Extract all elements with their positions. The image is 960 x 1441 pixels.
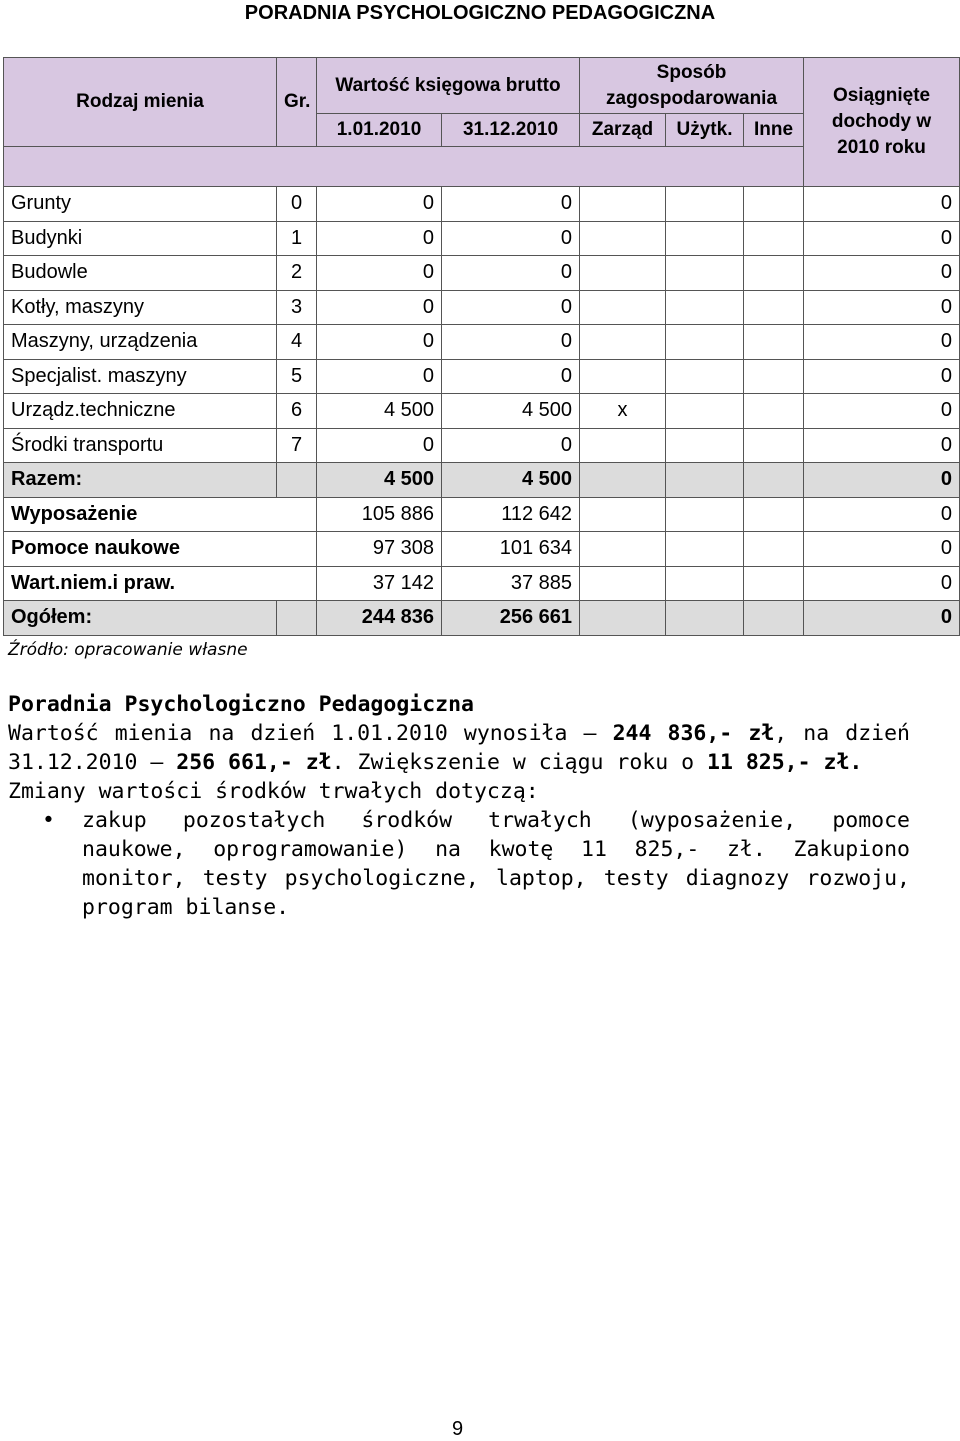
list-item: • zakup pozostałych środków trwałych (wyposażenie, pomoce naukowe, oprogramowanie) na kwotę 11 825,- zł. Zakupiono monitor, testy psychologiczne, laptop, testy diagnozy rozwoju, program bilanse. bbox=[42, 808, 910, 920]
header-inne: Inne bbox=[744, 114, 804, 147]
table-row-razem: Razem: 4 500 4 500 0 bbox=[4, 463, 960, 498]
header-uzytk: Użytk. bbox=[666, 114, 744, 147]
table-row: Budowle 2 0 0 0 bbox=[4, 256, 960, 291]
paragraph-values: Wartość mienia na dzień 1.01.2010 wynosiła – 244 836,- zł, na dzień 31.12.2010 – 256 661,- zł. Zwiększenie w ciągu roku o 11 825,- zł. bbox=[8, 721, 910, 775]
header-sposob-zagospodarowania: Sposób zagospodarowania bbox=[580, 58, 804, 114]
header-osiagniete-dochody: Osiągnięte dochody w 2010 roku bbox=[804, 58, 960, 187]
table-row: Budynki 1 0 0 0 bbox=[4, 221, 960, 256]
table-row: Środki transportu 7 0 0 0 bbox=[4, 428, 960, 463]
header-wartosc-ksiegowa: Wartość księgowa brutto bbox=[317, 58, 580, 114]
table-row: Maszyny, urządzenia 4 0 0 0 bbox=[4, 325, 960, 360]
table-row: Specjalist. maszyny 5 0 0 0 bbox=[4, 359, 960, 394]
page-number: 9 bbox=[451, 1418, 464, 1440]
header-zarzad: Zarząd bbox=[580, 114, 666, 147]
bullet-icon: • bbox=[42, 808, 55, 833]
table-row: Kotły, maszyny 3 0 0 0 bbox=[4, 290, 960, 325]
paragraph-changes: Zmiany wartości środków trwałych dotyczą: bbox=[8, 779, 539, 804]
header-date-start: 1.01.2010 bbox=[317, 114, 442, 147]
body-text bbox=[8, 690, 910, 922]
table-row-ogolem: Ogółem: 244 836 256 661 0 bbox=[4, 601, 960, 636]
table-row: Grunty 0 0 0 0 bbox=[4, 187, 960, 222]
table-row: Wart.niem.i praw. 37 142 37 885 0 bbox=[4, 566, 960, 601]
header-gr: Gr. bbox=[277, 58, 317, 147]
header-spacer bbox=[4, 147, 804, 187]
table-row: Pomoce naukowe 97 308 101 634 0 bbox=[4, 532, 960, 567]
source-note: Źródło: opracowanie własne bbox=[8, 640, 248, 660]
header-date-end: 31.12.2010 bbox=[442, 114, 580, 147]
section-heading: Poradnia Psychologiczno Pedagogiczna bbox=[8, 692, 474, 717]
page-title: PORADNIA PSYCHOLOGICZNO PEDAGOGICZNA bbox=[244, 2, 716, 24]
property-table bbox=[3, 57, 960, 636]
table-row: Urządz.techniczne 6 4 500 4 500 x 0 bbox=[4, 394, 960, 429]
header-rodzaj-mienia: Rodzaj mienia bbox=[4, 58, 277, 147]
table-row: Wyposażenie 105 886 112 642 0 bbox=[4, 497, 960, 532]
